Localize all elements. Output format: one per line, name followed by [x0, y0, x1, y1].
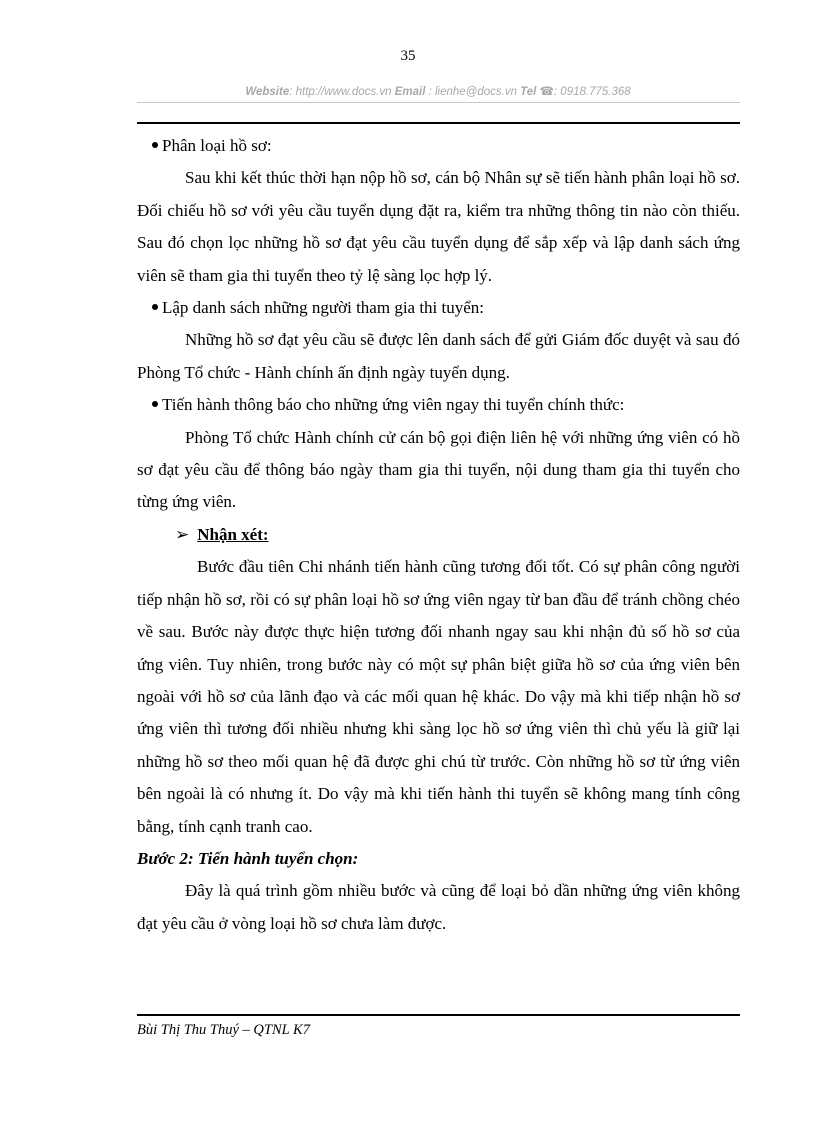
tel-label: Tel	[520, 86, 537, 98]
page-number: 35	[400, 48, 416, 64]
step-2-heading: Bước 2: Tiến hành tuyển chọn:	[137, 848, 359, 868]
document-body	[137, 130, 740, 940]
bullet-dot-icon	[152, 142, 158, 148]
header-thick-rule	[137, 122, 740, 124]
website-label: Website	[245, 86, 290, 98]
bullet-list-text: Lập danh sách những người tham gia thi tuyển:	[162, 298, 485, 318]
tel-value: : 0918.775.368	[553, 86, 631, 98]
bullet-notify-text: Tiến hành thông báo cho những ứng viên ngay thi tuyển chính thức:	[162, 395, 625, 415]
paragraph-notify: Phòng Tổ chức Hành chính cử cán bộ gọi điện liên hệ với những ứng viên có hồ sơ đạt yêu cầu để thông báo ngày tham gia thi tuyển, nội dung tham gia thi tuyển cho từng ứng viên.	[137, 427, 740, 512]
email-value: : lienhe@docs.vn	[425, 86, 521, 98]
remark-title: Nhận xét:	[197, 524, 269, 544]
bullet-dot-icon	[152, 304, 158, 310]
email-label: Email	[394, 86, 426, 98]
footer-author: Bùi Thị Thu Thuý – QTNL K7	[137, 1022, 310, 1038]
remark-heading	[137, 519, 740, 551]
bullet-classify-text: Phân loại hồ sơ:	[162, 136, 272, 155]
paragraph-step-2: Đây là quá trình gồm nhiều bước và cũng để loại bỏ dần những ứng viên không đạt yêu cầu ở vòng loại hồ sơ chưa làm được.	[137, 881, 740, 933]
paragraph-remark: Bước đầu tiên Chi nhánh tiến hành cũng tương đối tốt. Có sự phân công người tiếp nhận hồ sơ, rồi có sự phân loại hồ sơ ứng viên ngay từ ban đầu để tránh chồng chéo về sau. Bước này được thực hiện tương đối nhanh ngay sau khi nhận đủ số hồ sơ của ứng viên. Tuy nhiên, trong bước này có một sự phân biệt giữa hồ sơ của ứng viên bên ngoài với hồ sơ của lãnh đạo và các mối quan hệ khác. Do vậy mà khi tiếp nhận hồ sơ ứng viên thì tương đối nhiều nhưng khi sàng lọc hồ sơ ứng viên thì chủ yếu là giữ lại những hồ sơ theo mối quan hệ đã được ghi chú từ trước. Còn những hồ sơ từ ứng viên bên ngoài là có nhưng ít. Do vậy mà khi tiến hành thi tuyển sẽ không mang tính công bằng, tính cạnh tranh cao.	[137, 557, 740, 836]
paragraph-list: Những hồ sơ đạt yêu cầu sẽ được lên danh sách để gửi Giám đốc duyệt và sau đó Phòng Tổ chức - Hành chính ấn định ngày tuyển dụng.	[137, 330, 740, 382]
website-value: : http://www.docs.vn	[289, 86, 395, 98]
bullet-notify	[137, 389, 740, 421]
footer-rule	[137, 1014, 740, 1016]
bullet-dot-icon	[152, 401, 158, 407]
header-thin-rule	[137, 102, 740, 103]
phone-icon: ☎	[539, 86, 554, 98]
paragraph-classify: Sau khi kết thúc thời hạn nộp hồ sơ, cán bộ Nhân sự sẽ tiến hành phân loại hồ sơ. Đối chiếu hồ sơ với yêu cầu tuyển dụng đặt ra, kiểm tra những thông tin nào còn thiếu. Sau đó chọn lọc những hồ sơ đạt yêu cầu tuyển dụng để sắp xếp và lập danh sách ứng viên sẽ tham gia thi tuyển theo tỷ lệ sàng lọc hợp lý.	[137, 168, 740, 285]
bullet-classify	[137, 130, 740, 162]
website-header	[137, 84, 739, 98]
arrow-bullet-icon: ➢	[175, 524, 190, 544]
bullet-list	[137, 292, 740, 324]
